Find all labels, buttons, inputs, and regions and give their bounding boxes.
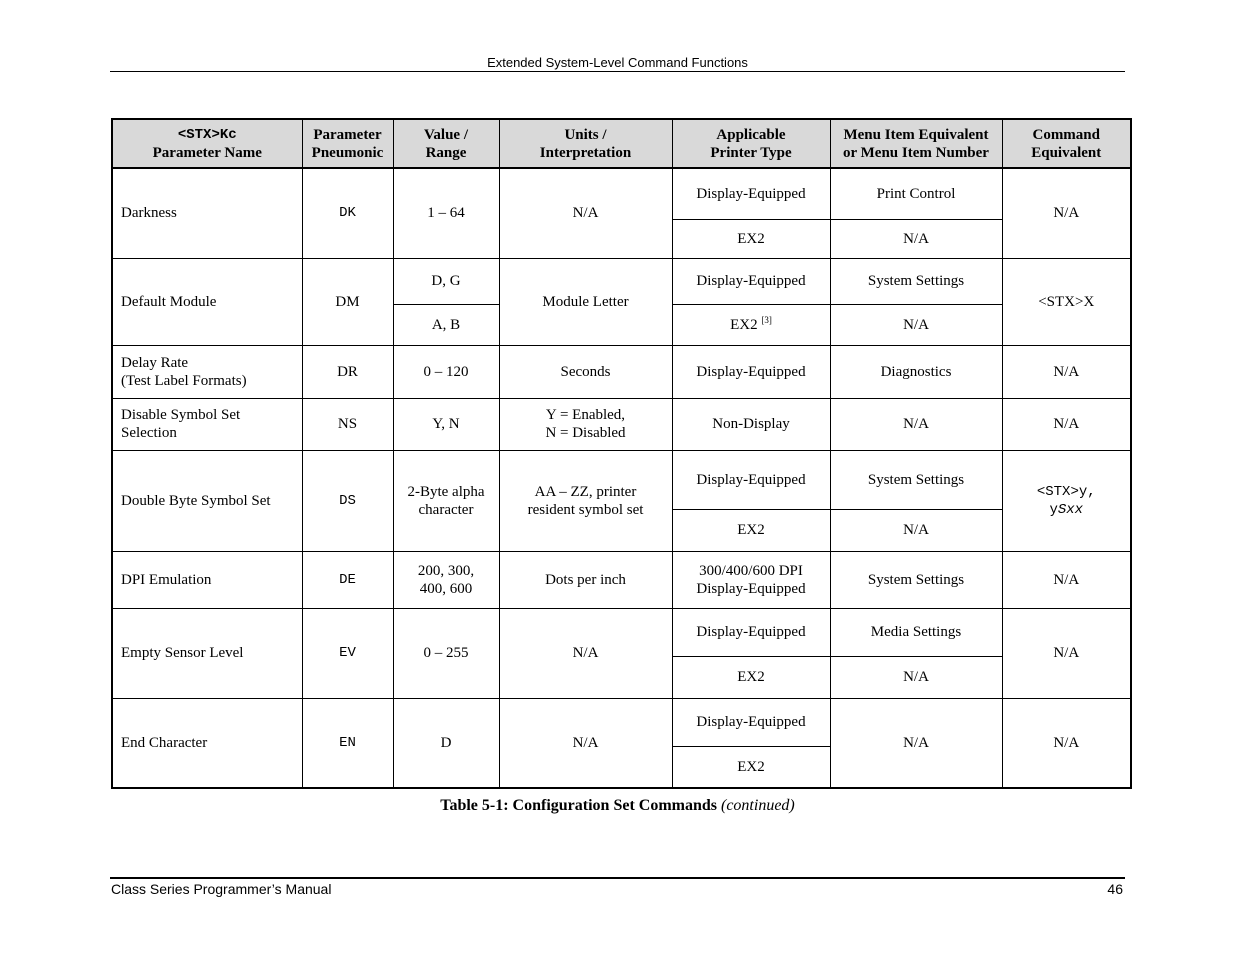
col-header-pneumonic: Parameter Pneumonic [302, 119, 393, 168]
table-row [112, 345, 1131, 398]
cell-pneumonic: DS [302, 450, 393, 551]
page-number: 46 [1107, 881, 1123, 897]
cell-menu: System Settings [830, 258, 1002, 304]
table-row [112, 698, 1131, 746]
cell-command: <STX>X [1002, 258, 1131, 345]
cell-printer: EX2 [672, 746, 830, 788]
cell-command: N/A [1002, 168, 1131, 258]
header-rule [110, 71, 1125, 72]
cell-printer: Display-Equipped [672, 450, 830, 509]
col-header-value-range: Value / Range [393, 119, 499, 168]
cell-range: 1 – 64 [393, 168, 499, 258]
cell-pneumonic: NS [302, 398, 393, 450]
table-row [112, 551, 1131, 608]
cell-range: 2-Byte alpha character [393, 450, 499, 551]
table-row [112, 450, 1131, 509]
cell-pneumonic: EN [302, 698, 393, 788]
cell-range: 0 – 120 [393, 345, 499, 398]
cell-command: N/A [1002, 398, 1131, 450]
cell-name: Double Byte Symbol Set [112, 450, 302, 551]
cell-printer: EX2 [672, 509, 830, 551]
cell-menu: Print Control [830, 168, 1002, 219]
footer-manual-title: Class Series Programmer’s Manual [111, 881, 332, 897]
cell-printer: Display-Equipped [672, 608, 830, 656]
cell-range: Y, N [393, 398, 499, 450]
cell-name: DPI Emulation [112, 551, 302, 608]
cell-command: N/A [1002, 608, 1131, 698]
cell-menu: N/A [830, 656, 1002, 698]
col-header-menu-item: Menu Item Equivalent or Menu Item Number [830, 119, 1002, 168]
cell-printer: EX2 [672, 656, 830, 698]
cell-printer: EX2 [672, 219, 830, 258]
cell-menu: N/A [830, 219, 1002, 258]
footer-rule [110, 877, 1125, 879]
table-caption: Table 5-1: Configuration Set Commands (continued) [440, 797, 795, 814]
cell-pneumonic: DM [302, 258, 393, 345]
cell-pneumonic: DR [302, 345, 393, 398]
cell-menu: N/A [830, 304, 1002, 345]
cell-menu: System Settings [830, 450, 1002, 509]
cell-range: D [393, 698, 499, 788]
cell-name: Delay Rate (Test Label Formats) [112, 345, 302, 398]
cell-command: N/A [1002, 345, 1131, 398]
cell-range: A, B [393, 304, 499, 345]
cell-menu: N/A [830, 398, 1002, 450]
cell-range: 0 – 255 [393, 608, 499, 698]
cell-printer: Display-Equipped [672, 258, 830, 304]
cell-name: Default Module [112, 258, 302, 345]
cell-printer: EX2 [3] [672, 304, 830, 345]
cell-printer: Display-Equipped [672, 345, 830, 398]
cell-name: Darkness [112, 168, 302, 258]
cell-printer: Non-Display [672, 398, 830, 450]
cell-command: N/A [1002, 698, 1131, 788]
cell-name: Empty Sensor Level [112, 608, 302, 698]
cell-units: Y = Enabled, N = Disabled [499, 398, 672, 450]
cell-menu: N/A [830, 698, 1002, 788]
cell-command: N/A [1002, 551, 1131, 608]
running-header: Extended System-Level Command Functions [487, 55, 748, 70]
col-header-parameter-name: <STX>Kc Parameter Name [112, 119, 302, 168]
cell-units: N/A [499, 698, 672, 788]
table-header-row [112, 119, 1131, 168]
cell-name: Disable Symbol Set Selection [112, 398, 302, 450]
cell-command: <STX>y, ySxx [1002, 450, 1131, 551]
cell-pneumonic: EV [302, 608, 393, 698]
table-row [112, 258, 1131, 304]
cell-units: N/A [499, 168, 672, 258]
cell-menu: Diagnostics [830, 345, 1002, 398]
col-header-units: Units / Interpretation [499, 119, 672, 168]
cell-menu: System Settings [830, 551, 1002, 608]
cell-units: AA – ZZ, printer resident symbol set [499, 450, 672, 551]
cell-printer: Display-Equipped [672, 698, 830, 746]
table-row [112, 608, 1131, 656]
table-row [112, 398, 1131, 450]
cell-units: Module Letter [499, 258, 672, 345]
cell-pneumonic: DE [302, 551, 393, 608]
cell-name: End Character [112, 698, 302, 788]
configuration-set-commands-table [111, 118, 1132, 789]
footnote-ref: [3] [761, 314, 772, 325]
cell-units: Seconds [499, 345, 672, 398]
col-header-command: Command Equivalent [1002, 119, 1131, 168]
cell-range: D, G [393, 258, 499, 304]
cell-pneumonic: DK [302, 168, 393, 258]
cell-menu: N/A [830, 509, 1002, 551]
cell-printer: Display-Equipped [672, 168, 830, 219]
cell-units: Dots per inch [499, 551, 672, 608]
table-row [112, 168, 1131, 219]
cell-printer: 300/400/600 DPI Display-Equipped [672, 551, 830, 608]
col-header-printer-type: Applicable Printer Type [672, 119, 830, 168]
cell-units: N/A [499, 608, 672, 698]
cell-menu: Media Settings [830, 608, 1002, 656]
cell-range: 200, 300, 400, 600 [393, 551, 499, 608]
